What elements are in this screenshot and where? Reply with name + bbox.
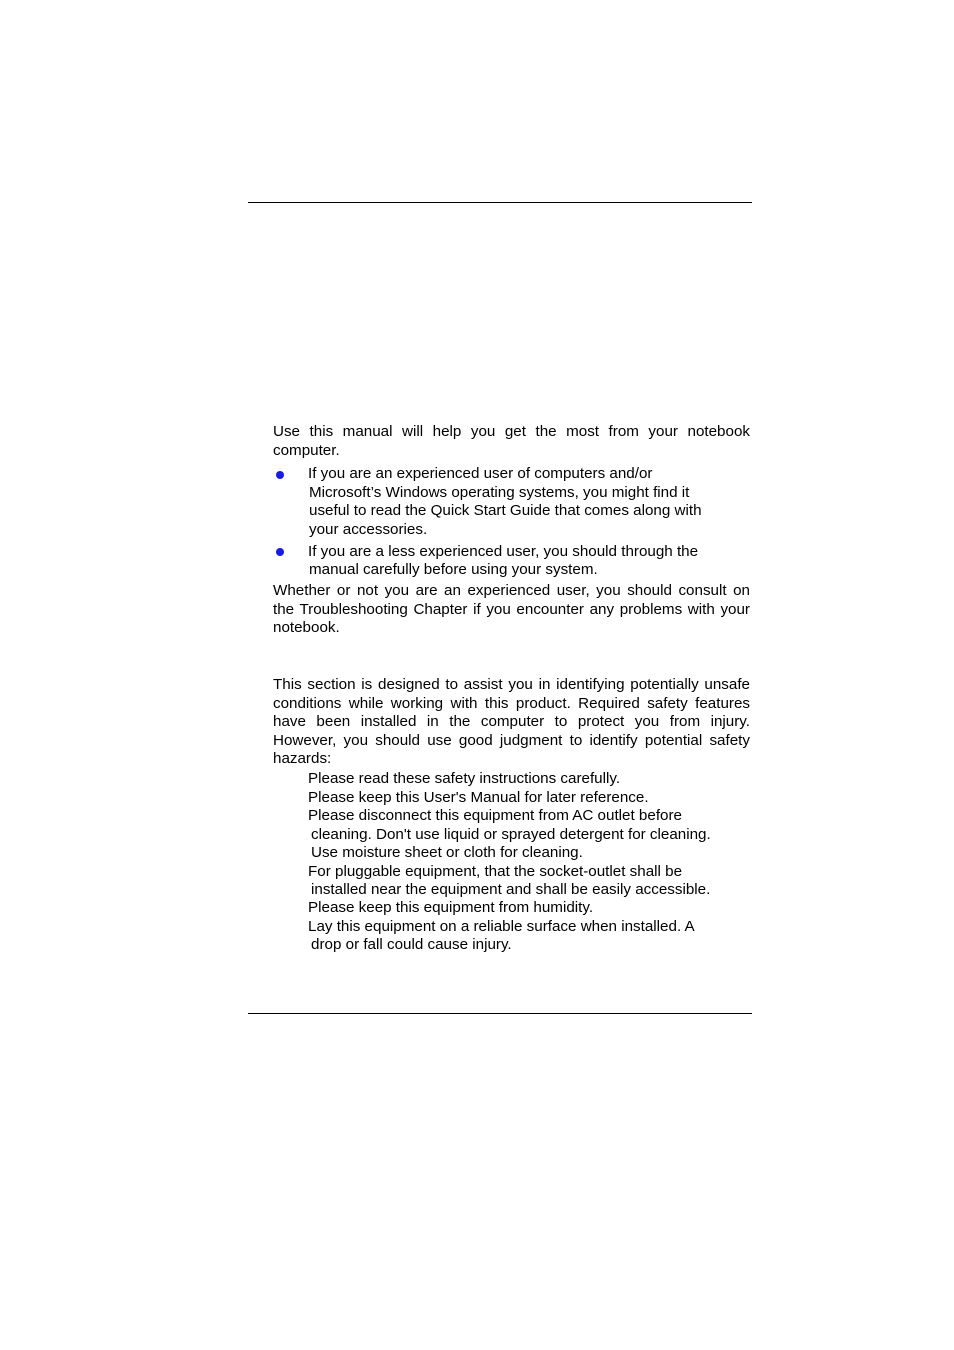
header-rule <box>248 202 752 203</box>
whether-paragraph: Whether or not you are an experienced user, you should consult on the Troubleshooting Chapter if you encounter any problems with your notebook. <box>273 582 750 637</box>
safety-item-2: Please keep this User's Manual for later reference. <box>308 789 649 806</box>
bullet-1-line-2: Microsoft’s Windows operating systems, you might find it <box>309 484 690 501</box>
safety-item-6-line-1: Lay this equipment on a reliable surface when installed. A <box>308 918 695 935</box>
bullet-dot-icon <box>276 471 284 479</box>
footer-rule <box>248 1013 752 1014</box>
bullet-dot-icon <box>276 548 284 556</box>
bullet-1-line-3: useful to read the Quick Start Guide that comes along with <box>309 502 702 519</box>
safety-item-5: Please keep this equipment from humidity. <box>308 899 594 916</box>
safety-item-3-line-3: Use moisture sheet or cloth for cleaning. <box>311 844 583 861</box>
bullet-1-line-4: your accessories. <box>309 521 428 538</box>
intro-paragraph: Use this manual will help you get the most from your notebook computer. <box>273 423 750 459</box>
safety-item-4-line-2: installed near the equipment and shall be easily accessible. <box>311 881 711 898</box>
safety-intro-paragraph: This section is designed to assist you in identifying potentially unsafe conditions while working with this product. Required safety features have been installed in the computer to protect you from injury. However, you should use good judgment to identify potential safety hazards: <box>273 676 750 768</box>
bullet-1-line-1: If you are an experienced user of computers and/or <box>308 465 653 482</box>
safety-item-3-line-1: Please disconnect this equipment from AC outlet before <box>308 807 682 824</box>
safety-item-4-line-1: For pluggable equipment, that the socket-outlet shall be <box>308 863 683 880</box>
safety-item-6-line-2: drop or fall could cause injury. <box>311 936 512 953</box>
bullet-2-line-1: If you are a less experienced user, you should through the <box>308 543 699 560</box>
safety-item-3-line-2: cleaning. Don't use liquid or sprayed detergent for cleaning. <box>311 826 711 843</box>
bullet-2-line-2: manual carefully before using your system. <box>309 561 598 578</box>
safety-item-1: Please read these safety instructions carefully. <box>308 770 621 787</box>
